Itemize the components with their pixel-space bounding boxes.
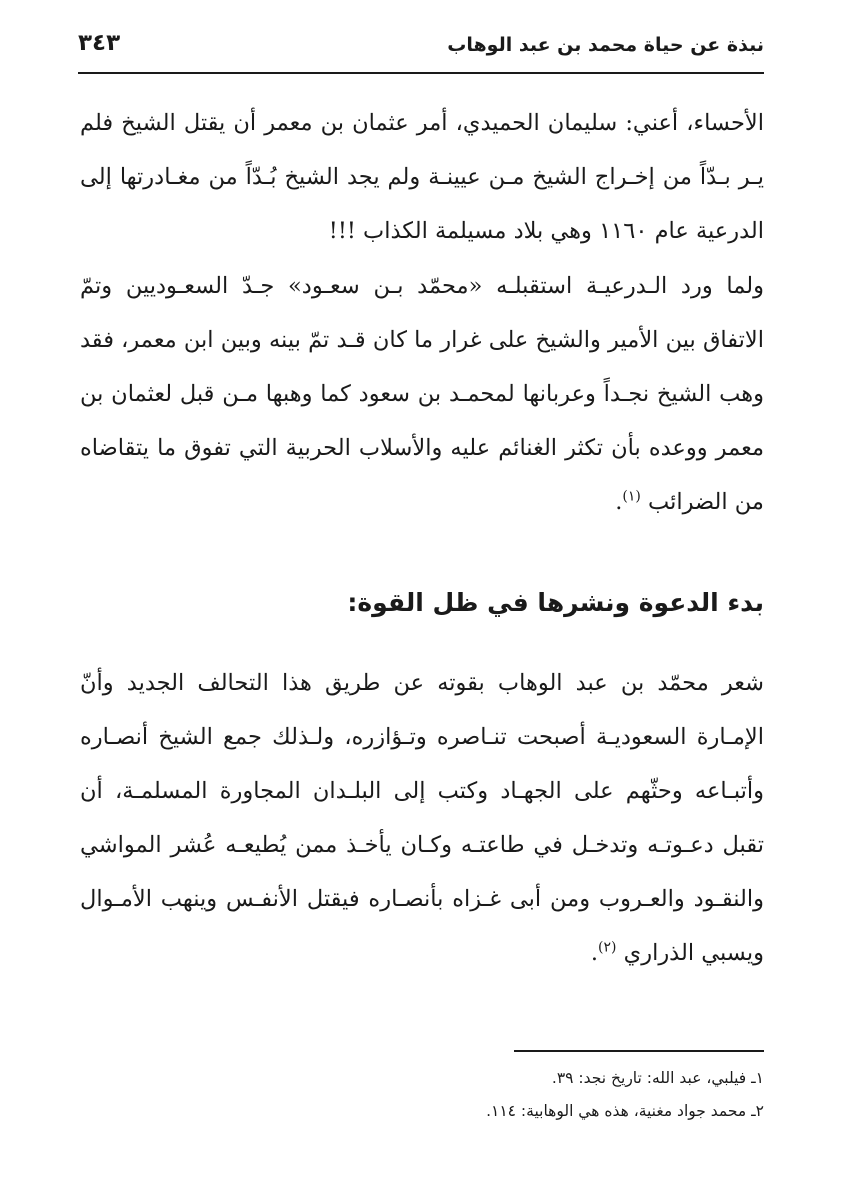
paragraph-3	[80, 656, 764, 980]
footnote-rule	[514, 1050, 764, 1052]
paragraph-2-end: .	[615, 489, 623, 515]
running-header	[78, 28, 764, 68]
page-number: ٣٤٣	[78, 30, 121, 56]
footnote-mark-2: (٢)	[597, 939, 617, 956]
paragraph-1	[80, 96, 764, 258]
footnote-2: ٢ـ محمد جواد مغنية، هذه هي الوهابية: ١١٤.	[486, 1102, 764, 1120]
paragraph-2	[80, 259, 764, 529]
section-heading: بدء الدعوة ونشرها في ظل القوة:	[347, 588, 764, 617]
footnote-1: ١ـ فيلبي، عبد الله: تاريخ نجد: ٣٩.	[551, 1069, 764, 1087]
footnotes	[80, 1062, 764, 1128]
paragraph-3-end: .	[590, 940, 598, 966]
running-title: نبذة عن حياة محمد بن عبد الوهاب	[447, 34, 764, 56]
paragraph-1-text: الأحساء، أعني: سليمان الحميدي، أمر عثمان بن معمر أن يقتل الشيخ فلم يـر بـدّاً من إخـراج الشيخ مـن عيينـة ولم يجد الشيخ بُـدّاً من مغـادرتها إلى الدرعية عام ١١٦٠ وهي بلاد مسيلمة الكذاب !!!	[80, 110, 764, 244]
paragraph-2-text: ولما ورد الـدرعيـة استقبلـه «محمّد بـن سعـود» جـدّ السعـوديين وتمّ الاتفاق بين الأمير والشيخ على غرار ما كان قـد تمّ بينه وبين ابن معمر، فقد وهب الشيخ نجـداً وعربانها لمحمـد بن سعود كما وهبها مـن قبل لعثمان بن معمر ووعده بأن تكثر الغنائم عليه والأسلاب الحربية التي تفوق ما يتقاضاه من الضرائب	[80, 273, 764, 515]
paragraph-3-text: شعر محمّد بن عبد الوهاب بقوته عن طريق هذا التحالف الجديد وأنّ الإمـارة السعوديـة أصبحت تنـاصره وتـؤازره، ولـذلك جمع الشيخ أنصـاره وأتبـاعه وحثّهم على الجهـاد وكتب إلى البلـدان المجاورة المسلمـة، أن تقبل دعـوتـه وتدخـل في طاعتـه وكـان يأخـذ ممن يُطيعـه عُشر المواشي والنقـود والعـروب ومن أبى غـزاه بأنصـاره فيقتل الأنفـس وينهب الأمـوال ويسبي الذراري	[80, 670, 764, 966]
header-rule	[78, 72, 764, 74]
footnote-mark-1: (١)	[622, 488, 641, 505]
